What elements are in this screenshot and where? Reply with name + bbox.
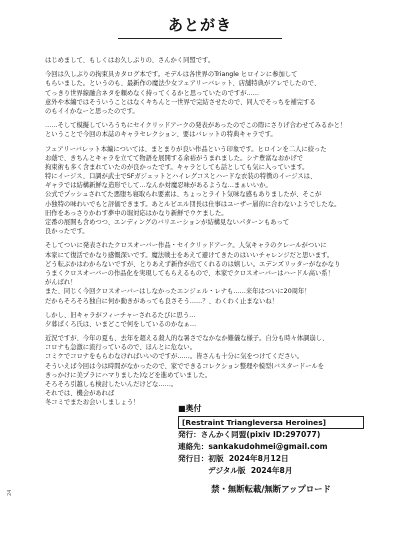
colophon-book-title: [Restraint Triangleversa Heroines]: [178, 416, 364, 429]
text-line: 近況ですが、今年の夏も、去年を超える殺人的な暑さでなかなか難儀な様子。自分も時々体調崩し、: [45, 335, 329, 343]
text-line: どう転ぶかはわからないですが、とりあえず新作が出てくれるのは嬉しい。エデンズリッターがなかなり: [45, 260, 341, 268]
text-line: 定番の展開も含めつつ、エンディングのバリエーションが結構見ないパターンもあって: [45, 219, 290, 226]
text-line: お蔭で、きちんとキャラを立てて物語を展開する余裕がうまれました。シナ豊富なおかげで: [45, 154, 304, 162]
text-line: それでは、機会があれば: [45, 390, 115, 398]
text-line: 小独特の味わいでもと評価できます。あとルビエル団長は仕事はユーザー層的に合わないようでしたな。: [45, 200, 341, 208]
text-line: てっきり世界線融合ネタを頼めなく持ってくるかと思っていたのですが……: [45, 89, 260, 97]
text-line: きっかけに美プラにハマりました)などを進めていました。: [45, 371, 212, 379]
paragraph: [45, 70, 361, 116]
text-line: また、同じく今回クロスオーバーはしなかったエンジェル・レナも……来年はついに20周年！: [45, 288, 311, 296]
publisher-value: さんかく同盟(pixiv ID:297077): [200, 430, 321, 439]
text-line: コロナも急激に流行っているので、ほんとに危ない。: [45, 344, 196, 352]
text-line: はじめまして、もしくはお久しぶりの、さんかく同盟です。: [45, 57, 215, 64]
first-edition-date: 2024年8月12日: [228, 454, 289, 463]
colophon-heading: ■奥付: [178, 404, 202, 413]
text-line: そういえば今回は今は時間がなかったので、家でできるコレクション整理や模型(バスタードールを: [45, 362, 325, 370]
text-line: しかし、旧キャラがフィーチャーされるたびに思う…: [45, 311, 196, 319]
text-line: 意外や本編ではそういうことはなくキちんと一世界で完結させたので、同人でそっちを補完する: [45, 98, 316, 106]
paragraph: [45, 311, 361, 329]
text-line: コミケでコロナをもらわなければいいのですが……。皆さんも十分に気をつけてください。: [45, 353, 304, 361]
digital-edition-label: デジタル版: [208, 466, 246, 475]
text-line: そろそろ引越しも検討したいんだけどな……。: [45, 381, 178, 388]
digital-edition-date: 2024年8月: [250, 466, 293, 475]
text-line: ギャラでは結構新鮮な造形でして…なんか対魔忍味があるような…まぁいいか。: [45, 182, 272, 190]
text-line: 公式でプッシュされてた悪堕ち寝取られ要素は、ちょっとライト気味な感もありましたが、そこが: [45, 191, 322, 199]
paragraph: [45, 241, 361, 305]
colophon-first-edition: [178, 453, 364, 465]
contact-value: sankakudohmei@gmail.com: [208, 442, 328, 451]
colophon-publisher: [178, 429, 364, 441]
text-line: ということで今回の本誌のキャラセレクション、要はバレットの特典キャラです。: [45, 131, 277, 139]
text-line: 拘束術も多く含まれていたのが良かったです。キャラとしても話としても気に入っています。: [45, 163, 309, 171]
colophon-digital-edition: [178, 465, 364, 477]
text-line: がんばれ！: [45, 279, 77, 287]
paragraph: [45, 334, 361, 408]
text-line: 特にイージス、口調が武士でSFガジェットとハイレグコスとハードな衣装の特徴のイージスは、: [45, 173, 317, 181]
colophon-contact: [178, 441, 364, 453]
text-line: 今回は久しぶりの拘束具カタログ本です。モデルは各世界のTriangle ヒロインに参加して: [45, 71, 298, 79]
colophon: [178, 403, 364, 495]
text-line: 冬コミでまたお会いしましょう！: [45, 399, 140, 407]
paragraph: [45, 121, 361, 139]
text-line: ……そして模擬していろうちにセイクリッドアークの発表があったのでこの際にさりげ合わせてみるかと！: [45, 122, 347, 130]
text-line: のもイイかなーと思ったのです。: [45, 107, 139, 115]
text-line: そしてついに発表されたクロスオーバー作品・セイクリッドアーク。人気キャラのクレールがついに: [45, 242, 327, 250]
text-line: もらいました。というのも、最新作の魔法少女フェアリーバレット、店舗特典がアレでしたので、: [45, 80, 321, 88]
text-line: 旧作をあっさりかわす夢中の堀対応はかなり新鮮でウケました。: [45, 209, 228, 217]
publisher-label: 発行：: [178, 430, 201, 439]
copyright-notice: 禁・無断転載/無断アップロード: [211, 484, 331, 494]
text-line: 良かったです。: [45, 228, 89, 236]
title-underline: [118, 38, 282, 39]
contact-label: 連絡先：: [178, 442, 209, 451]
text-line: 夕暮ぱくろ氏は、いまどこで何をしているのかなぁ…: [45, 320, 197, 328]
paragraph: [45, 145, 361, 237]
text-line: だからそろそろ独自に何か動きがあっても良さそう……？、わくわく止まないね！: [45, 297, 278, 305]
text-line: うまくクロスオーバーの作品化を実現してもらえるもので、本家でクロスオーバーはハードル高い系！: [45, 269, 334, 277]
text-line: フェアリーバレット本編については、まとまりが良い作品という印象です。ヒロインを二人に絞った: [45, 145, 327, 153]
afterword-body: [45, 56, 361, 413]
first-edition-label: 発行日：初版: [178, 454, 224, 463]
text-line: 本家にて復活でかなり感慨深いです。魔法戦士をあえて避けてきたのはいいチャレンジだと思います。: [45, 251, 334, 259]
page-number: 24: [7, 489, 13, 496]
page-title: あとがき: [167, 16, 232, 34]
paragraph: [45, 56, 361, 65]
